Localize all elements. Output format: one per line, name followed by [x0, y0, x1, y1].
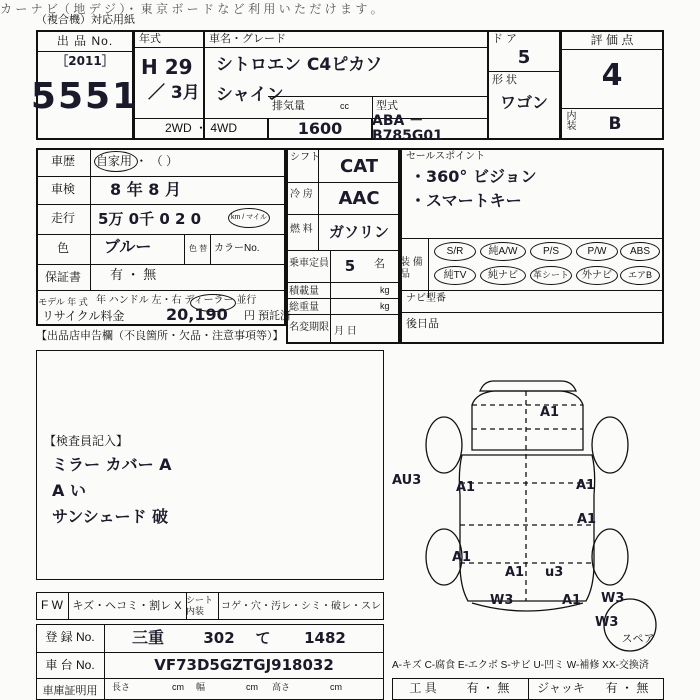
- hist-col-div: [90, 148, 91, 290]
- equip-1-1-label: 純ナビ: [488, 270, 518, 281]
- reg-class: 302: [203, 628, 235, 647]
- after-div: [400, 312, 664, 313]
- equip-0-1-label: 純A/W: [488, 246, 518, 257]
- damage-code-3: コゲ・穴・汚レ・シミ・破レ・スレ: [221, 600, 381, 612]
- lot-number: 5551: [30, 76, 140, 118]
- jack-label: ジャッキ: [537, 681, 585, 696]
- history-value-1: 8 年 8 月: [110, 180, 181, 200]
- name-label: 車名・グレード: [209, 33, 286, 46]
- car-damage-diagram: [376, 375, 676, 665]
- after-label: 後日品: [406, 318, 439, 330]
- ac-value: AAC: [338, 188, 380, 210]
- hist-div-3: [36, 234, 286, 235]
- gross-label: 総重量: [289, 302, 319, 313]
- history-note: 【出品店申告欄（不良箇所・欠品・注意事項等）】: [36, 330, 284, 342]
- tools-value: 有 ・ 無: [466, 681, 510, 696]
- nav-label: ナビ型番: [406, 293, 446, 304]
- reg-number: 1482: [304, 628, 346, 647]
- shift-label: シフト: [290, 152, 320, 163]
- door-divider: [488, 71, 560, 72]
- history-value-4: 有 ・ 無: [110, 267, 157, 282]
- inspector-title: 【検査員記入】: [44, 434, 129, 448]
- history-label-5: モデル 年 式: [38, 297, 88, 308]
- equip-1-0-label: 純TV: [443, 270, 467, 281]
- history-value-5: 年 ハンドル 左・右 ディーラー 並行: [96, 295, 257, 306]
- equip-0-3-label: P/W: [587, 246, 607, 257]
- spec-div-3: [286, 250, 400, 251]
- history-label-2: 走行: [50, 211, 75, 226]
- displacement-unit: cc: [340, 101, 349, 111]
- inspector-line-2: サンシェード 破: [52, 507, 169, 526]
- color-col-div: [210, 234, 211, 264]
- reg-div-1: [36, 652, 384, 653]
- history-label-4: 保証書: [44, 270, 81, 285]
- diagram-mark-4: A1: [577, 512, 597, 527]
- diagram-mark-7: u3: [545, 565, 564, 580]
- spec-div-4: [286, 282, 400, 283]
- equip-col-div: [428, 238, 429, 298]
- color-col-div2: [184, 234, 185, 264]
- inspector-line-1: A い: [52, 481, 86, 500]
- history-label-1: 車検: [50, 182, 75, 197]
- fuel-value: ガソリン: [328, 222, 389, 241]
- hist-div-4: [36, 264, 286, 265]
- cert-field-3: cm: [246, 682, 258, 692]
- header-note: （複合機）対応用紙: [36, 14, 135, 26]
- sales-point-0: ・360° ビジョン: [410, 167, 537, 186]
- equip-1-4-label: エアB: [627, 269, 652, 280]
- model-label: 型式: [376, 100, 398, 112]
- damage-legend: A-キズ C-腐食 E-エクボ S-サビ U-凹ミ W-補修 XX-交換済: [392, 660, 649, 671]
- history-value-2: 5万 0千 0 2 0: [98, 209, 202, 228]
- cert-field-0: 長さ: [112, 682, 131, 692]
- year-month-value: ／ 3月: [148, 83, 200, 103]
- fuel-label: 燃 料: [290, 224, 313, 235]
- diagram-mark-8: W3: [490, 593, 514, 608]
- shift-value: CAT: [339, 156, 379, 178]
- gross-unit: kg: [380, 301, 390, 311]
- chassis-value: VF73D5GZTGJ918032: [154, 655, 334, 674]
- door-label: ド ア: [492, 33, 518, 45]
- cert-field-5: cm: [330, 682, 342, 692]
- year-value: H 29: [141, 55, 193, 79]
- cert-field-4: 高さ: [272, 682, 291, 692]
- spec-div-1: [286, 182, 400, 183]
- lot-label: 出 品 No.: [56, 34, 114, 49]
- history-label-3: 色: [56, 241, 69, 256]
- hdr-sub-divider2: [372, 96, 373, 140]
- interior-label: 内装: [564, 110, 575, 130]
- door-value: 5: [517, 47, 531, 69]
- ac-label: 冷 房: [290, 189, 313, 200]
- shape-label: 形 状: [492, 74, 518, 86]
- year-label: 年式: [139, 33, 161, 46]
- diagram-mark-2: A1: [576, 478, 596, 493]
- color-no-label: カラーNo.: [214, 243, 260, 254]
- damage-code-0: F W: [41, 598, 63, 613]
- sales-title: セールスポイント: [406, 151, 486, 162]
- history-value-3: ブルー: [104, 237, 152, 256]
- model-value: ABA － B785G01: [372, 112, 443, 144]
- history-value-0: 自家用 ・ （ ）: [96, 154, 179, 169]
- history-unit-2: km / マイル: [230, 214, 268, 222]
- owner-circle: [94, 151, 138, 172]
- reg-kana: て: [255, 628, 271, 647]
- diagram-mark-10: W3: [601, 591, 625, 606]
- spare-label: スペア: [621, 632, 655, 645]
- equip-label: 装 備 品: [400, 256, 423, 280]
- equip-0-4-label: ABS: [629, 246, 650, 257]
- spec-div-5: [286, 298, 400, 299]
- drive-value: 2WD ・ 4WD: [164, 121, 237, 136]
- lot-year-tag: ［2011］: [56, 54, 114, 69]
- diagram-mark-5: A1: [452, 550, 472, 565]
- tools-label: 工 具: [409, 681, 437, 696]
- equip-1-3-label: 外ナビ: [582, 270, 612, 281]
- expiry-value: 月 日: [334, 326, 357, 337]
- diagram-mark-6: A1: [505, 565, 525, 580]
- diagram-mark-11: W3: [595, 615, 619, 630]
- capacity-label: 乗車定員: [289, 258, 329, 269]
- reg-div-2: [36, 678, 384, 679]
- hdr-sub-divider: [268, 96, 488, 97]
- cert-field-1: cm: [172, 682, 184, 692]
- top-noise-text: カ ー ナ ビ（ 地 デ ジ ）・ 東 京 ボ ー ド な ど 利 用 い た だ け ま す 。: [0, 2, 383, 16]
- equip-0-0-label: S/R: [446, 246, 464, 257]
- history-label-0: 車歴: [50, 154, 75, 169]
- cert-label: 車庫証明用: [42, 684, 98, 697]
- damage-code-2: シート内装: [186, 595, 214, 616]
- diagram-mark-1: AU3: [392, 473, 422, 488]
- reg-area: 三重: [131, 628, 164, 648]
- score-value: 4: [601, 57, 623, 93]
- spec-div-6: [286, 314, 400, 315]
- equip-0-2-label: P/S: [542, 246, 560, 257]
- shape-value: ワゴン: [499, 93, 548, 113]
- diagram-mark-0: A1: [540, 405, 560, 420]
- capacity-unit: 名: [374, 258, 385, 270]
- tools-div: [528, 678, 529, 700]
- inspector-line-0: ミラー カバー A: [52, 455, 172, 474]
- load-unit: kg: [380, 285, 390, 295]
- sales-point-1: ・スマートキー: [410, 191, 522, 210]
- reg-label: 登 録 No.: [45, 630, 95, 645]
- capacity-value: 5: [344, 256, 356, 275]
- chassis-label: 車 台 No.: [45, 658, 95, 673]
- spec-div-2: [286, 214, 400, 215]
- diagram-mark-3: A1: [456, 480, 476, 495]
- interior-value: B: [608, 113, 622, 134]
- cert-field-2: 幅: [196, 682, 206, 692]
- hist-div-5: [36, 290, 286, 291]
- grade-value: シャイン: [216, 85, 284, 105]
- displacement-label: 排気量: [272, 100, 305, 112]
- score-label: 評 価 点: [590, 32, 634, 47]
- recycle-unit: 円 預託済: [244, 310, 292, 322]
- displacement-value: 1600: [297, 119, 343, 139]
- equip-div-top: [400, 238, 664, 239]
- hist-div-2: [36, 204, 286, 205]
- expiry-label: 名変期限: [289, 322, 329, 333]
- equip-1-2-label: 革シート: [532, 269, 569, 280]
- nav-div: [400, 290, 664, 291]
- hist-div-1: [36, 176, 286, 177]
- load-label: 積載量: [289, 286, 319, 297]
- damage-code-1: キズ・ヘコミ・割レ X: [72, 599, 182, 612]
- recycle-value: 20,190: [166, 305, 228, 324]
- recycle-label: リサイクル料金: [42, 309, 125, 323]
- history-sublabel-3: 色 替: [188, 244, 208, 253]
- diagram-mark-9: A1: [562, 593, 582, 608]
- name-value: シトロエン C4ピカソ: [216, 55, 383, 75]
- jack-value: 有 ・ 無: [605, 681, 649, 696]
